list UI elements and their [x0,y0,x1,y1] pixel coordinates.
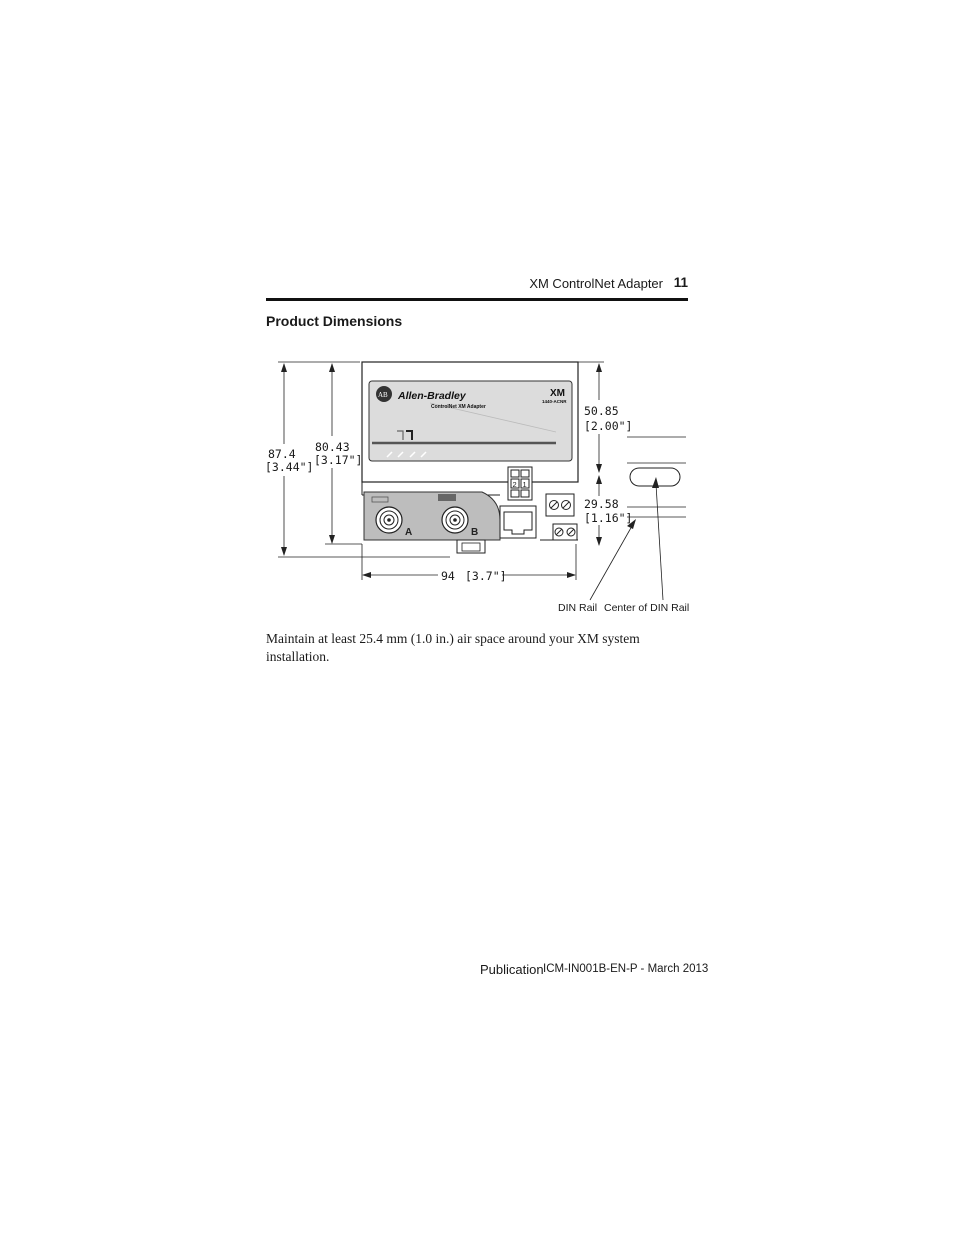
page-number: 11 [673,275,688,290]
terminal-block-lower [553,524,577,540]
center-din-rail-leader [652,477,663,600]
dim-module-height-in: [3.17"] [314,453,363,467]
callout-center-din-rail: Center of DIN Rail [604,602,690,614]
dim-depth-upper-mm: 50.85 [584,404,619,418]
brand-logo: Allen-Bradley [398,390,466,402]
switch-tens: 2 [512,480,517,489]
product-name-label: ControlNet XM Adapter [431,404,486,410]
body-paragraph: Maintain at least 25.4 mm (1.0 in.) air space around your XM system installation. [266,631,640,664]
switch-ones: 1 [522,480,527,489]
catalog-number: 1440-ACNR [542,399,567,404]
xm-logo: XM [550,388,565,399]
dim-depth-lower-mm: 29.58 [584,497,619,511]
dim-width: 94 [441,569,455,583]
publication-number: ICM-IN001B-EN-P - March 2013 [543,963,709,975]
dim-depth-lower-in: [1.16"] [584,511,633,525]
svg-text:AB: AB [378,391,388,399]
node-address-switches [508,467,532,500]
callout-din-rail: DIN Rail [558,602,598,614]
rj45-port [500,506,536,538]
footer-label: Publication [480,962,544,977]
dim-module-height-mm: 80.43 [315,440,350,454]
port-a-label: A [405,527,413,538]
dim-depth-upper-in: [2.00"] [584,419,633,433]
dim-total-height-in: [3.44"] [265,460,314,474]
adapter-module [362,362,578,553]
port-b-label: B [471,527,479,538]
dim-width-in: [3.7"] [465,569,507,583]
dimension-depth-lower [584,475,632,546]
dim-total-height-mm: 87.4 [268,447,296,461]
running-header-title: XM ControlNet Adapter [529,276,663,291]
dimension-module-height [314,363,362,544]
dimension-total-height [265,363,313,556]
terminal-block-upper [546,494,574,516]
din-rail-leader [590,519,636,600]
section-heading: Product Dimensions [266,313,403,329]
dimension-depth-upper [584,363,632,473]
